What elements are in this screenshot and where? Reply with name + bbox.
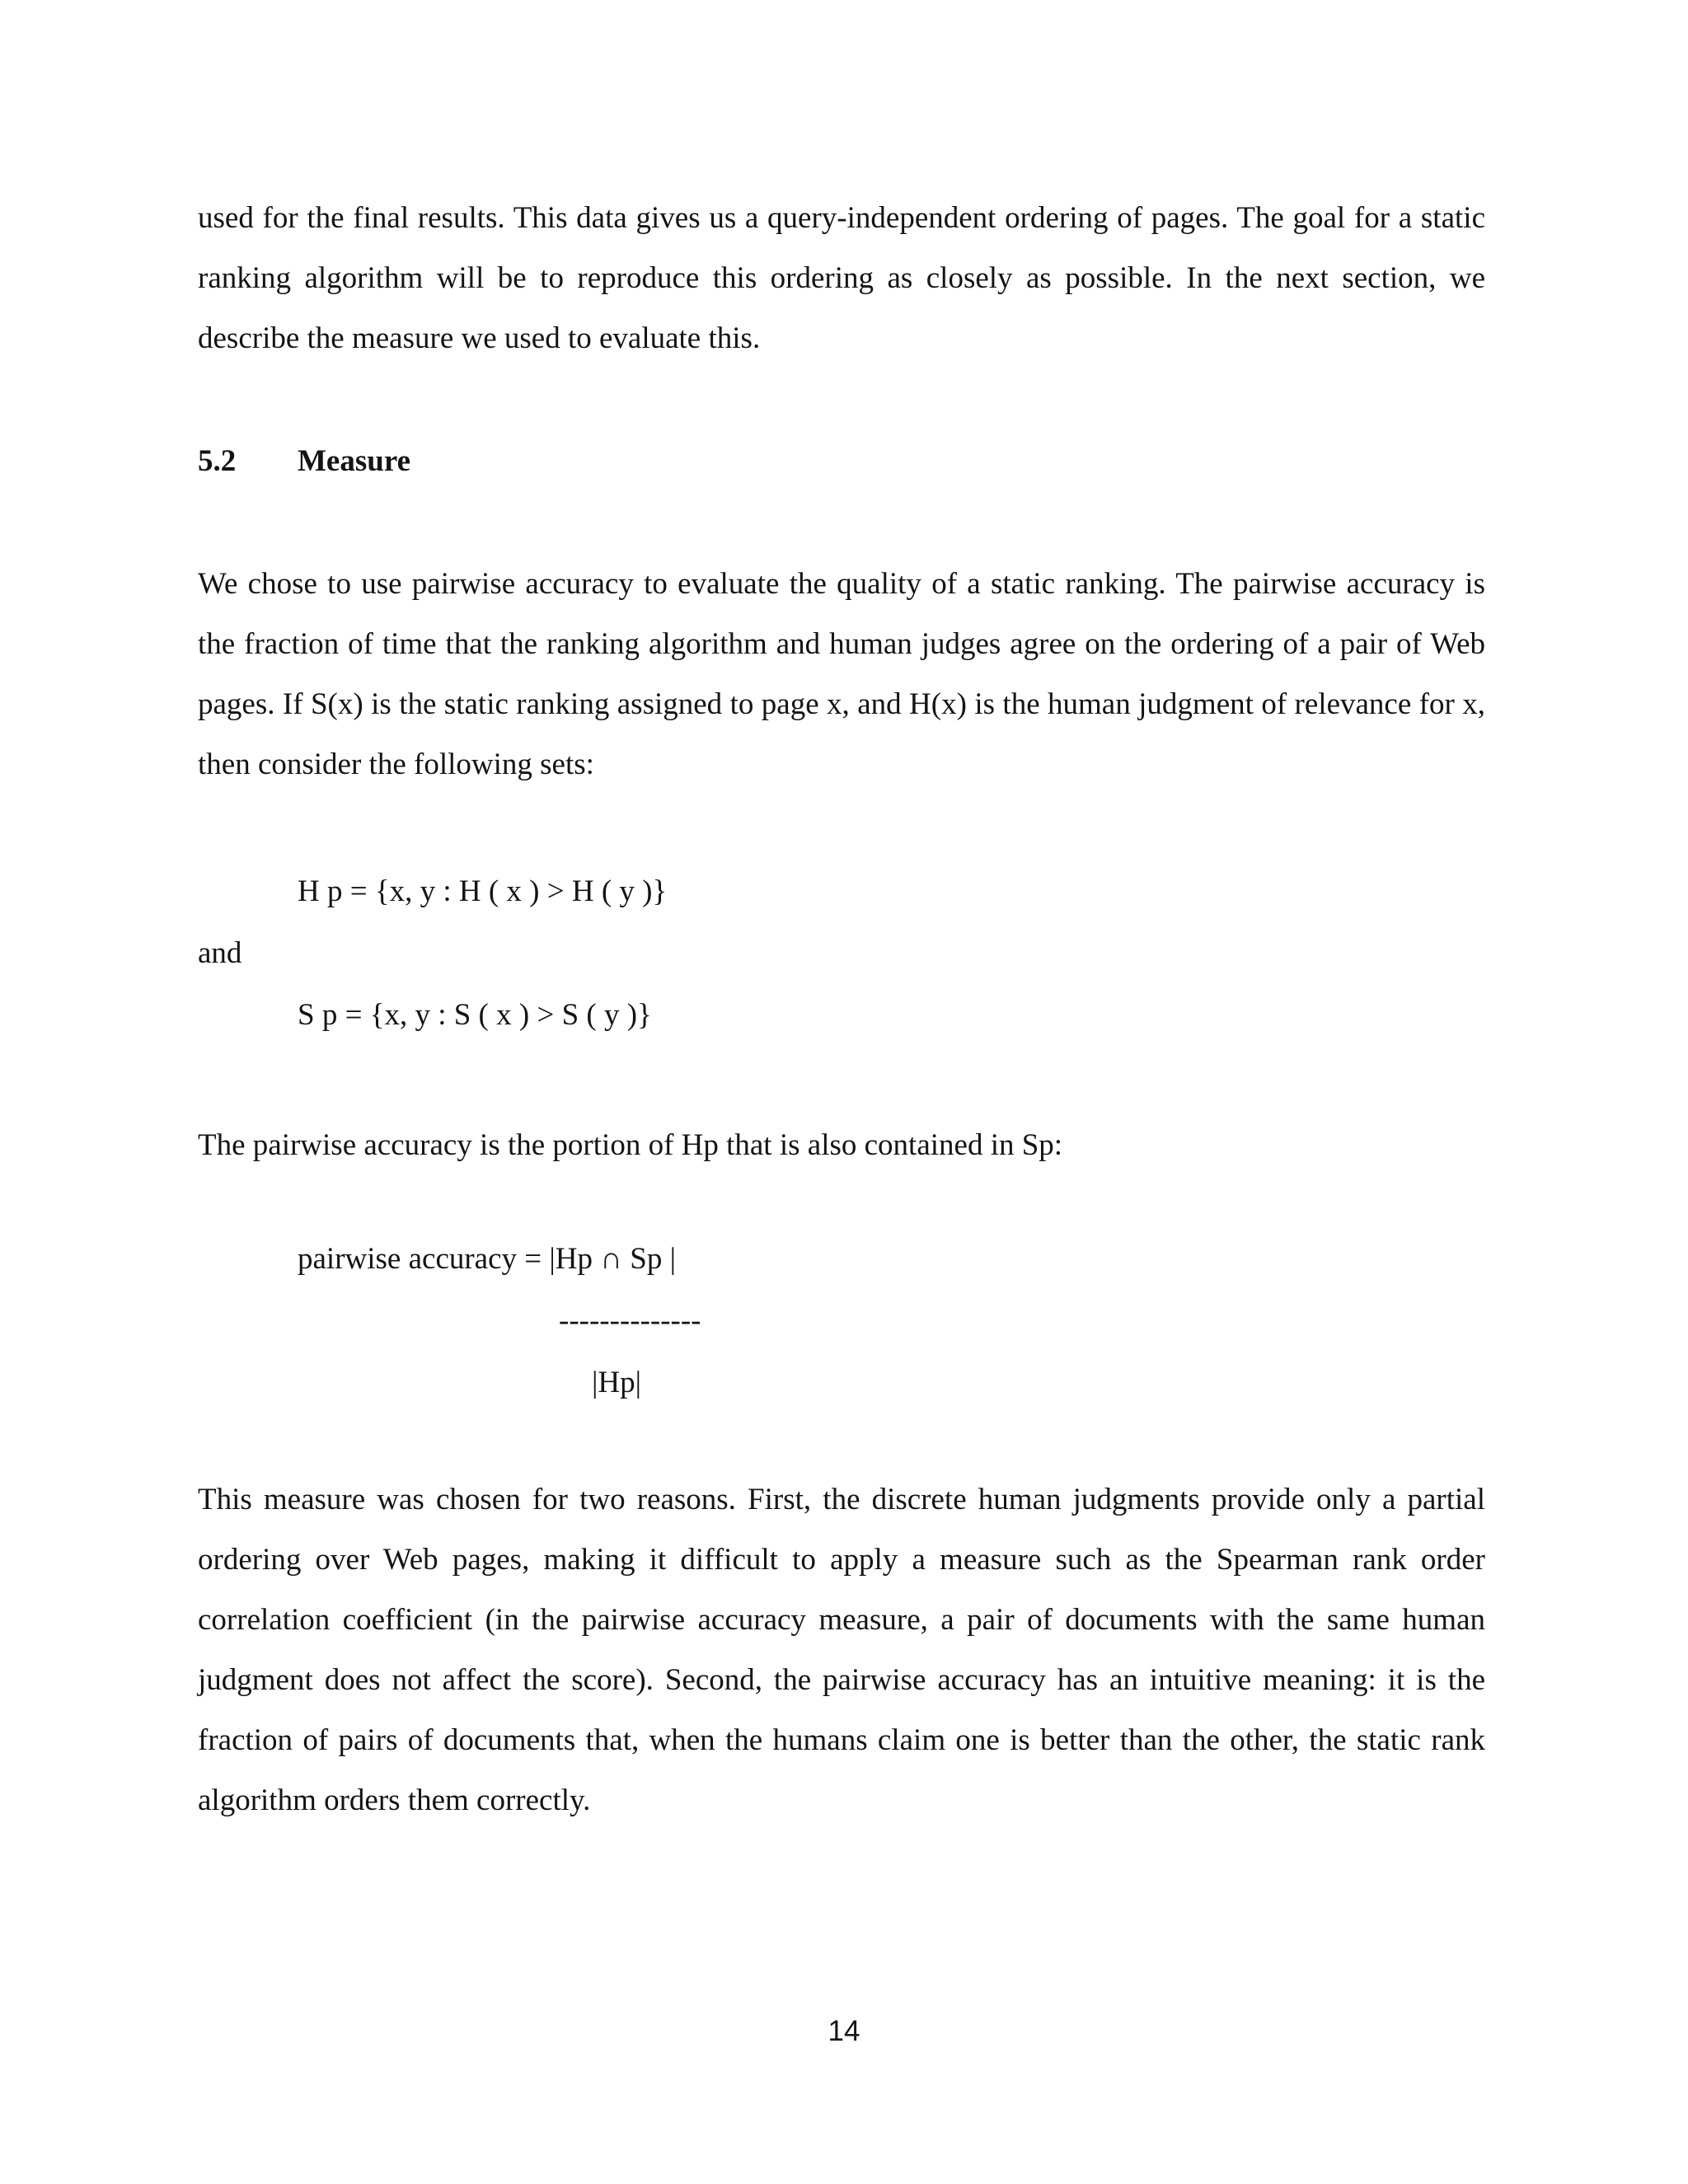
fraction-divider: -------------- — [559, 1304, 701, 1338]
pairwise-accuracy-denominator: |Hp| — [592, 1366, 642, 1399]
section-title: Measure — [298, 444, 410, 478]
definition-paragraph: We chose to use pairwise accuracy to evaluate the quality of a static ranking. The pairwise accuracy is the fraction of time that the ranking algorithm and human judges agree on the ordering of a pair of Web pages. If S(x) is the static ranking assigned to page x, and H(x) is the human judgment of relevance for x, then consider the following sets: — [198, 567, 1485, 781]
sp-set-formula: S p = {x, y : S ( x ) > S ( y )} — [298, 998, 652, 1032]
intro-paragraph: used for the final results. This data gives us a query-independent ordering of pages. The goal for a static ranking algorithm will be to reproduce this ordering as closely as possible. In the next section, we describe the measure we used to evaluate this. — [198, 201, 1485, 355]
pairwise-accuracy-numerator: pairwise accuracy = |Hp ∩ Sp | — [298, 1242, 676, 1276]
reasons-paragraph: This measure was chosen for two reasons. First, the discrete human judgments provide only a partial ordering over Web pages, making it difficult to apply a measure such as the Spearman rank order correlation coefficient (in the pairwise accuracy measure, a pair of documents with the same human judgment does not affect the score). Second, the pairwise accuracy has an intuitive meaning: it is the fraction of pairs of documents that, when the humans claim one is better than the other, the static rank algorithm orders them correctly. — [198, 1483, 1485, 1817]
section-number: 5.2 — [198, 444, 237, 478]
hp-set-formula: H p = {x, y : H ( x ) > H ( y )} — [298, 874, 668, 908]
page-number: 14 — [828, 2015, 860, 2047]
portion-paragraph: The pairwise accuracy is the portion of Hp that is also contained in Sp: — [198, 1128, 1063, 1162]
and-connector: and — [198, 936, 242, 970]
section-heading — [198, 441, 410, 482]
